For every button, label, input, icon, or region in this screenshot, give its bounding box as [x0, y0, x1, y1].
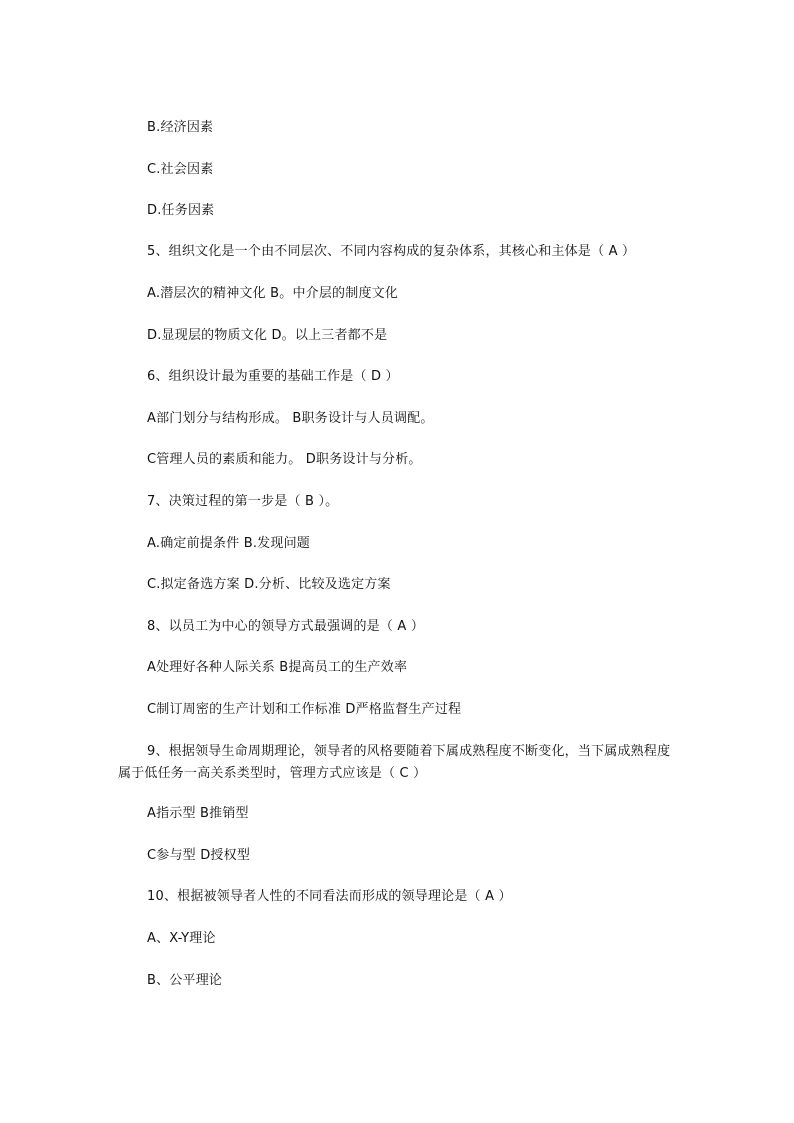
question-6-options-ab: A部门划分与结构形成。 B职务设计与人员调配。: [147, 411, 434, 426]
question-8-options-ab: A处理好各种人际关系 B提高员工的生产效率: [147, 660, 408, 675]
question-9-options-ab: A指示型 B推销型: [147, 806, 249, 821]
question-10-option-b: B、公平理论: [147, 973, 223, 988]
question-6-options-cd: C管理人员的素质和能力。 D职务设计与分析。: [147, 452, 422, 467]
option-d-task: D.任务因素: [147, 203, 215, 218]
question-9: 9、根据领导生命周期理论，领导者的风格要随着下属成熟程度不断变化，当下属成熟程度属于低任务一高关系类型时，管理方式应该是（ C ）: [118, 744, 671, 781]
question-10: 10、根据被领导者人性的不同看法而形成的领导理论是（ A ）: [147, 889, 512, 904]
question-7: 7、决策过程的第一步是（ B ）。: [147, 494, 339, 509]
option-c-social: C.社会因素: [147, 162, 214, 177]
question-5: 5、组织文化是一个由不同层次、不同内容构成的复杂体系，其核心和主体是（ A ）: [147, 244, 636, 259]
question-7-options-ab: A.确定前提条件 B.发现问题: [147, 536, 310, 551]
question-5-options-ab: A.潜层次的精神文化 B。中介层的制度文化: [147, 286, 399, 301]
question-8: 8、以员工为中心的领导方式最强调的是（ A ）: [147, 619, 425, 634]
option-b-economic: B.经济因素: [147, 120, 214, 135]
question-10-option-a: A、X-Y理论: [147, 931, 216, 946]
question-8-options-cd: C制订周密的生产计划和工作标准 D严格监督生产过程: [147, 702, 462, 717]
question-5-options-cd: D.显现层的物质文化 D。以上三者都不是: [147, 328, 388, 343]
question-6: 6、组织设计最为重要的基础工作是（ D ）: [147, 369, 399, 384]
question-7-options-cd: C.拟定备选方案 D.分析、比较及选定方案: [147, 577, 391, 592]
question-9-options-cd: C参与型 D授权型: [147, 848, 251, 863]
